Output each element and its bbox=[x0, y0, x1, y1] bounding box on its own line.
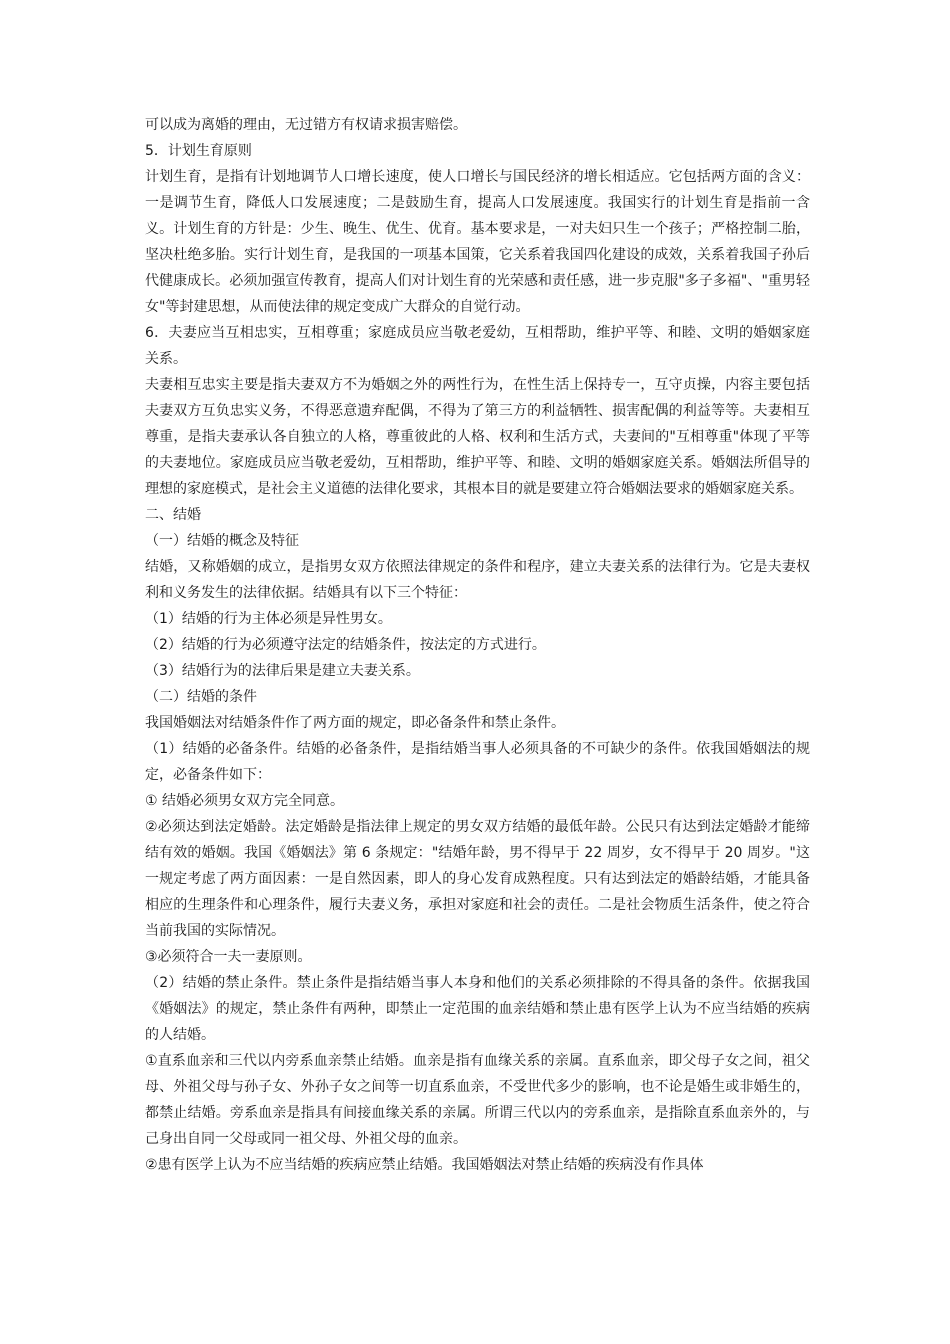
paragraph: 可以成为离婚的理由，无过错方有权请求损害赔偿。 bbox=[145, 117, 467, 133]
list-item: （2）结婚的行为必须遵守法定的结婚条件，按法定的方式进行。 bbox=[145, 637, 546, 653]
subsection-heading: （一）结婚的概念及特征 bbox=[145, 533, 299, 549]
section-heading: 6．夫妻应当互相忠实，互相尊重；家庭成员应当敬老爱幼，互相帮助，维护平等、和睦、文明的婚姻家庭关系。 bbox=[145, 325, 810, 367]
chapter-heading: 二、结婚 bbox=[145, 507, 201, 523]
list-item: （3）结婚行为的法律后果是建立夫妻关系。 bbox=[145, 663, 420, 679]
subsection-heading: （二）结婚的条件 bbox=[145, 689, 257, 705]
paragraph: 计划生育，是指有计划地调节人口增长速度，使人口增长与国民经济的增长相适应。它包括两方面的含义：一是调节生育，降低人口发展速度；二是鼓励生育，提高人口发展速度。我国实行的计划生育是指前一含义。计划生育的方针是：少生、晚生、优生、优育。基本要求是，一对夫妇只生一个孩子；严格控制二胎，坚决杜绝多胎。实行计划生育，是我国的一项基本国策，它关系着我国四化建设的成效，关系着我国子孙后代健康成长。必须加强宣传教育，提高人们对计划生育的光荣感和责任感，进一步克服"多子多福"、"重男轻女"等封建思想，从而使法律的规定变成广大群众的自觉行动。 bbox=[145, 169, 810, 315]
paragraph: 结婚，又称婚姻的成立，是指男女双方依照法律规定的条件和程序，建立夫妻关系的法律行为。它是夫妻权利和义务发生的法律依据。结婚具有以下三个特征： bbox=[145, 559, 810, 601]
paragraph: 夫妻相互忠实主要是指夫妻双方不为婚姻之外的两性行为，在性生活上保持专一，互守贞操，内容主要包括夫妻双方互负忠实义务，不得恶意遗弃配偶，不得为了第三方的利益牺牲、损害配偶的利益等等。夫妻相互尊重，是指夫妻承认各自独立的人格，尊重彼此的人格、权利和生活方式，夫妻间的"互相尊重"体现了平等的夫妻地位。家庭成员应当敬老爱幼，互相帮助，维护平等、和睦、文明的婚姻家庭关系。婚姻法所倡导的理想的家庭模式，是社会主义道德的法律化要求，其根本目的就是要建立符合婚姻法要求的婚姻家庭关系。 bbox=[145, 377, 810, 497]
section-heading: 5．计划生育原则 bbox=[145, 143, 252, 159]
paragraph: （1）结婚的必备条件。结婚的必备条件，是指结婚当事人必须具备的不可缺少的条件。依我国婚姻法的规定，必备条件如下： bbox=[145, 741, 810, 783]
list-item: ①直系血亲和三代以内旁系血亲禁止结婚。血亲是指有血缘关系的亲属。直系血亲，即父母子女之间，祖父母、外祖父母与孙子女、外孙子女之间等一切直系血亲，不受世代多少的影响，也不论是婚生或非婚生的，都禁止结婚。旁系血亲是指具有间接血缘关系的亲属。所谓三代以内的旁系血亲，是指除直系血亲外的，与己身出自同一父母或同一祖父母、外祖父母的血亲。 bbox=[145, 1053, 810, 1147]
list-item: ③必须符合一夫一妻原则。 bbox=[145, 949, 312, 965]
paragraph: （2）结婚的禁止条件。禁止条件是指结婚当事人本身和他们的关系必须排除的不得具备的条件。依据我国《婚姻法》的规定，禁止条件有两种，即禁止一定范围的血亲结婚和禁止患有医学上认为不应当结婚的疾病的人结婚。 bbox=[145, 975, 810, 1043]
list-item: ②必须达到法定婚龄。法定婚龄是指法律上规定的男女双方结婚的最低年龄。公民只有达到法定婚龄才能缔结有效的婚姻。我国《婚姻法》第 6 条规定："结婚年龄，男不得早于 22 周岁，女不得早于 20 周岁。"这一规定考虑了两方面因素：一是自然因素，即人的身心发育成熟程度。只有达到法定的婚龄结婚，才能具备相应的生理条件和心理条件，履行夫妻义务，承担对家庭和社会的责任。二是社会物质生活条件，使之符合当前我国的实际情况。 bbox=[145, 819, 810, 939]
list-item: ②患有医学上认为不应当结婚的疾病应禁止结婚。我国婚姻法对禁止结婚的疾病没有作具体 bbox=[145, 1157, 704, 1173]
list-item: ① 结婚必须男女双方完全同意。 bbox=[145, 793, 345, 809]
document-page bbox=[145, 112, 810, 1178]
list-item: （1）结婚的行为主体必须是异性男女。 bbox=[145, 611, 392, 627]
paragraph: 我国婚姻法对结婚条件作了两方面的规定，即必备条件和禁止条件。 bbox=[145, 715, 565, 731]
